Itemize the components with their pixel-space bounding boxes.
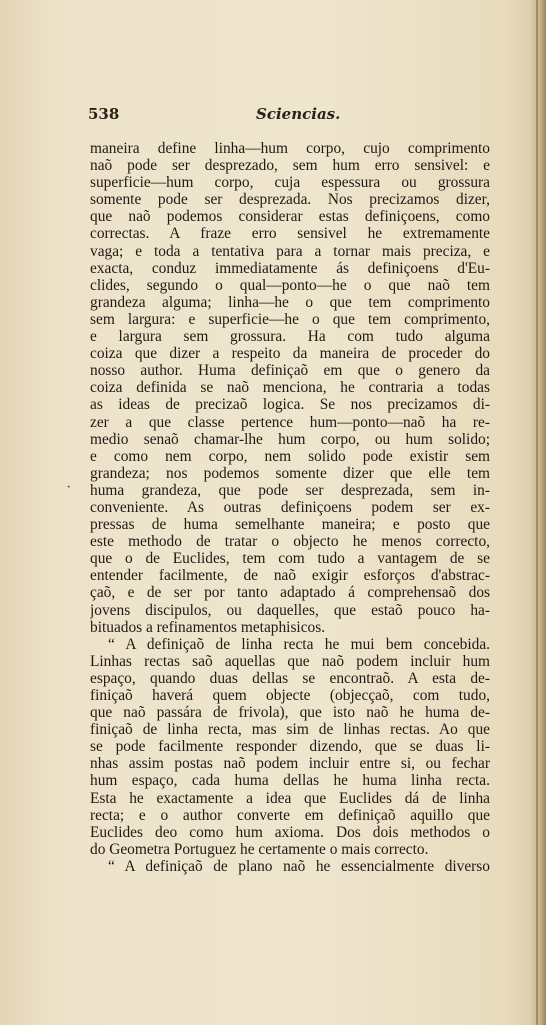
text-line: somente pode ser desprezada. Nos precizamos dizer, [90,191,490,209]
text-line: que naõ passára de frivola), que isto naõ he huma de- [90,704,490,722]
text-line: pressas de huma semelhante maneira; e posto que [90,516,490,534]
text-line: jovens discipulos, ou daquelles, que estaõ pouco ha- [90,601,490,619]
text-line: huma grandeza, que pode ser desprezada, sem in- [90,481,490,499]
text-line: e como nem corpo, nem solido pode existir sem [90,447,490,465]
text-line: que naõ podemos considerar estas definiçoens, como [90,208,490,226]
text-line: superficie—hum corpo, cuja espessura ou grossura [90,174,490,192]
text-line: conveniente. As outras definiçoens podem ser ex- [90,498,490,516]
text-line: coiza que dizer a respeito da maneira de proceder do [90,345,490,363]
text-line: zer a que classe pertence hum—ponto—naõ ha re- [90,413,490,431]
margin-dot-mark: · [66,479,72,496]
text-line: maneira define linha—hum corpo, cujo comprimento [90,140,490,157]
text-line: “ A definiçaõ de linha recta he mui bem concebida. [108,635,490,653]
page-header [88,105,520,127]
text-line: que o de Euclides, tem com tudo a vantagem de se [90,550,490,568]
text-line: grandeza; nos podemos somente dizer que elle tem [90,464,490,482]
text-line: entender facilmente, de naõ exigir esforços d'abstrac- [90,567,490,585]
text-line: do Geometra Portuguez he certamente o mais correcto. [90,840,429,858]
page-edge-line [536,0,538,1025]
text-line: grandeza alguma; linha—he o que tem comprimento [90,293,490,311]
text-line: as ideas de precizaõ logica. Se nos precizamos di- [90,396,490,414]
text-line: nosso author. Huma definiçaõ em que o genero da [90,362,490,380]
text-line: naõ pode ser desprezado, sem hum erro sensivel: e [90,157,490,175]
text-line: se pode facilmente responder dizendo, que se duas li- [90,738,490,756]
text-line: recta; e o author converte em definiçaõ aquillo que [90,806,490,824]
text-line: e largura sem grossura. Ha com tudo alguma [90,328,490,346]
text-line: exacta, conduz immediatamente ás definiçoens d'Eu- [90,259,490,277]
body-text [90,140,490,875]
text-line: bituados a refinamentos metaphisicos. [90,618,326,636]
text-line: clides, segundo o qual—ponto—he o que naõ tem [90,276,490,294]
page-number: 538 [88,105,120,123]
text-line: espaço, quando duas dellas se encontraõ. A esta de- [90,669,490,687]
text-line: Linhas rectas saõ aquellas que naõ podem incluir hum [90,652,490,670]
text-line: correctas. A fraze erro sensivel he extremamente [90,225,490,243]
text-line: medio senaõ chamar-lhe hum corpo, ou hum solido; [90,430,490,448]
page-edge-shadow [530,0,546,1025]
text-line: coiza definida se naõ menciona, he contraria a todas [90,379,490,397]
text-line: finiçaõ de linha recta, mas sim de linhas rectas. Ao que [90,721,490,739]
text-line: hum espaço, cada huma dellas he huma linha recta. [90,772,490,790]
text-line: este methodo de tratar o objecto he menos correcto, [90,533,490,551]
text-line: finiçaõ haverá quem objecte (objecçaõ, com tudo, [90,687,490,704]
text-line: Esta he exactamente a idea que Euclides dá de linha [90,789,490,807]
text-line: sem largura: e superficie—he o que tem comprimento, [90,310,490,328]
text-line: çaõ, e de ser por tanto adaptado á comprehensaõ dos [90,584,490,602]
text-line: Euclides deo como hum axioma. Dos dois methodos o [90,823,490,841]
text-line: nhas assim postas naõ podem incluir entre si, ou fechar [90,755,490,773]
text-line: “ A definiçaõ de plano naõ he essencialmente diverso [108,857,490,875]
running-head: Sciencias. [256,105,341,123]
text-line: vaga; e toda a tentativa para a tornar mais preciza, e [90,242,490,260]
